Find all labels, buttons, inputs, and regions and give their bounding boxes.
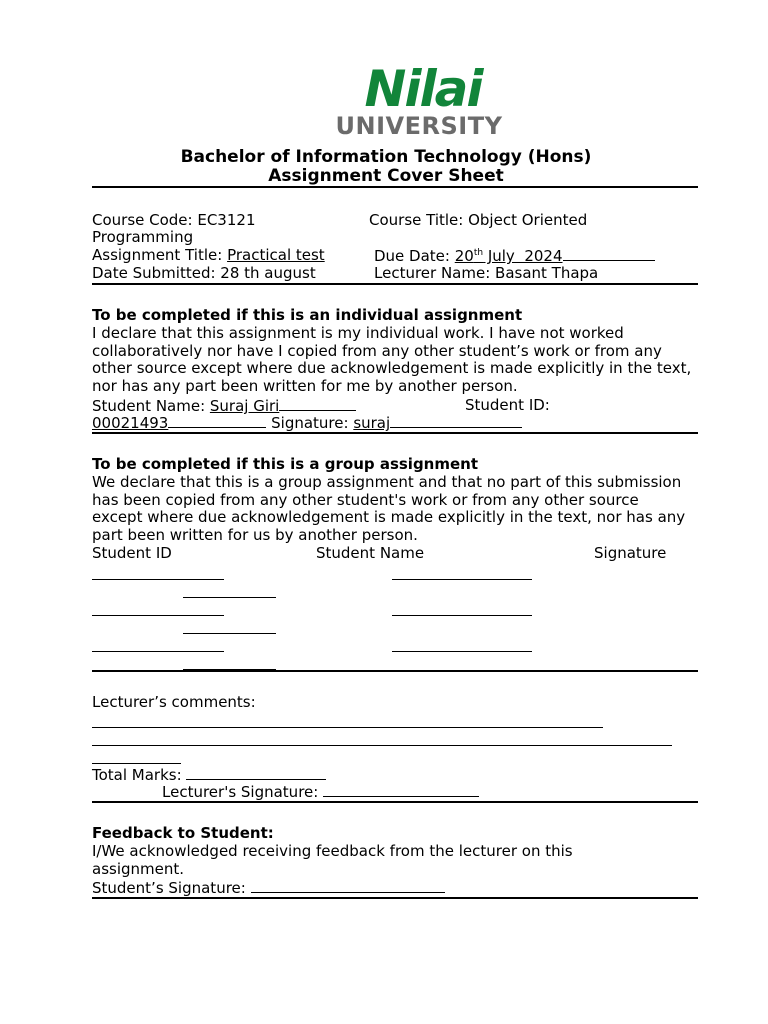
due-date-label: Due Date: — [374, 247, 455, 265]
comments-line-1 — [92, 713, 603, 728]
divider — [92, 670, 698, 672]
student-name-blank — [279, 396, 356, 411]
col-student-name: Student Name — [316, 544, 425, 562]
group-sig-blank-2 — [183, 619, 276, 634]
feedback-text: I/We acknowledged receiving feedback from the lecturer on this assignment. — [92, 842, 573, 878]
logo-brand: Nilai — [364, 66, 482, 118]
group-name-blank-2 — [392, 601, 532, 616]
degree-title: Bachelor of Information Technology (Hons) — [180, 147, 592, 167]
student-id-label: Student ID: — [465, 396, 550, 414]
cover-sheet-title: Assignment Cover Sheet — [268, 166, 504, 186]
logo-sub: UNIVERSITY — [335, 112, 503, 138]
due-date-value: 20th July 2024 — [454, 247, 563, 265]
group-name-blank-3 — [392, 637, 532, 652]
due-date-row — [374, 246, 655, 265]
group-id-blank-1 — [92, 565, 224, 580]
lecturer-signature-blank — [323, 782, 479, 797]
student-id-blank — [168, 413, 266, 428]
individual-heading: To be completed if this is an individual assignment — [92, 306, 523, 324]
student-name-label: Student Name: — [92, 397, 210, 415]
student-id-value: 00021493 — [92, 414, 169, 432]
lecturer-comments-label: Lecturer’s comments: — [92, 693, 256, 711]
course-code: Course Code: EC3121 — [92, 211, 256, 229]
assignment-title-label: Assignment Title: — [92, 246, 228, 264]
lecturer-signature-label: Lecturer's Signature: — [162, 783, 324, 801]
col-student-id: Student ID — [92, 544, 172, 562]
assignment-title-value: Practical test — [227, 246, 325, 264]
date-submitted: Date Submitted: 28 th august — [92, 264, 316, 282]
id-signature-row — [92, 413, 522, 432]
divider — [92, 432, 698, 434]
total-marks-blank — [186, 765, 326, 780]
group-sig-blank-3 — [183, 655, 276, 670]
assignment-title-row — [92, 246, 325, 264]
feedback-heading: Feedback to Student: — [92, 824, 274, 842]
student-name-value: Suraj Giri — [209, 397, 280, 415]
group-id-blank-2 — [92, 601, 224, 616]
signature-label: Signature: — [266, 414, 354, 432]
group-sig-blank-1 — [183, 583, 276, 598]
col-signature: Signature — [594, 544, 667, 562]
individual-declaration: I declare that this assignment is my individual work. I have not worked collaboratively nor have I copied from any other student’s work or from any other source except where due acknowledgement is made explicitly in the text, nor has any part been written for me by another person. — [92, 324, 692, 395]
total-marks-label: Total Marks: — [92, 766, 187, 784]
nilai-university-logo — [328, 66, 518, 138]
signature-value: suraj — [353, 414, 391, 432]
group-name-blank-1 — [392, 565, 532, 580]
due-date-blank — [563, 246, 655, 261]
group-id-blank-3 — [92, 637, 224, 652]
divider — [92, 186, 698, 188]
course-title: Course Title: Object Oriented — [369, 211, 588, 229]
student-signature-blank — [251, 878, 445, 893]
student-signature-row — [92, 878, 445, 897]
signature-blank — [390, 413, 522, 428]
comments-line-3 — [92, 749, 181, 764]
divider — [92, 801, 698, 803]
lecturer-signature-row — [162, 782, 479, 801]
group-declaration: We declare that this is a group assignment and that no part of this submission has been copied from any other student's work or from any other source except where due acknowledgement is made explicitly in the text, nor has any part been written for us by another person. — [92, 473, 686, 544]
group-heading: To be completed if this is a group assignment — [92, 455, 479, 473]
divider — [92, 897, 698, 899]
student-signature-label: Student’s Signature: — [92, 879, 251, 897]
comments-line-2 — [92, 731, 672, 746]
lecturer-name: Lecturer Name: Basant Thapa — [374, 264, 599, 282]
course-title-cont: Programming — [92, 228, 194, 246]
divider — [92, 283, 698, 285]
